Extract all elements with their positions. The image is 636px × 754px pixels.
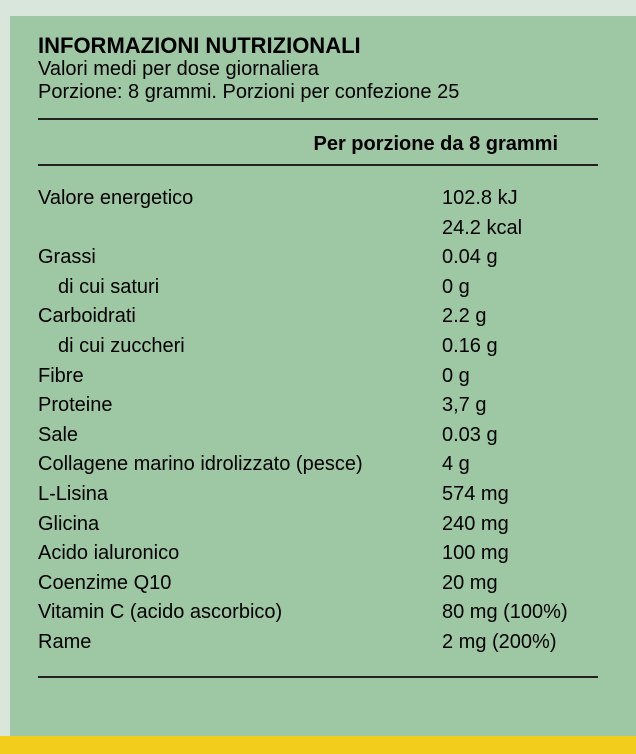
- nutrient-value: 20 mg: [442, 571, 498, 594]
- nutrient-label: [38, 214, 442, 244]
- bottom-divider: [38, 676, 598, 678]
- table-row: [38, 243, 600, 273]
- nutrient-value: 24.2 kcal: [442, 216, 523, 239]
- nutrient-label: Fibre: [38, 364, 84, 387]
- nutrient-value: 0 g: [442, 364, 470, 387]
- table-row: [38, 628, 600, 658]
- table-row: [38, 510, 600, 540]
- table-row: [38, 332, 600, 362]
- table-row: [38, 598, 600, 628]
- table-row: [38, 450, 600, 480]
- table-row: [38, 214, 600, 244]
- nutrient-value: 80 mg (100%): [442, 601, 568, 624]
- nutrient-label: L-Lisina: [38, 482, 109, 505]
- nutrition-content: [38, 34, 600, 678]
- nutrient-sublabel: di cui saturi: [58, 275, 160, 298]
- nutrient-value: 0.16 g: [442, 334, 498, 357]
- label-subtitle: Valori medi per dose giornaliera: [38, 58, 319, 80]
- nutrient-label: Acido ialuronico: [38, 542, 180, 565]
- label-title: INFORMAZIONI NUTRIZIONALI: [38, 33, 361, 58]
- nutrient-label: Vitamin C (acido ascorbico): [38, 601, 283, 624]
- nutrient-label: Glicina: [38, 512, 100, 535]
- nutrient-value: 0.03 g: [442, 423, 498, 446]
- table-row: [38, 539, 600, 569]
- nutrient-label: Collagene marino idrolizzato (pesce): [38, 453, 363, 476]
- nutrient-value: 3,7 g: [442, 394, 487, 417]
- nutrient-label: Proteine: [38, 394, 113, 417]
- nutrient-table: [38, 166, 600, 658]
- nutrient-label: Valore energetico: [38, 187, 194, 209]
- nutrient-value: 2.2 g: [442, 305, 487, 328]
- nutrient-value: 574 mg: [442, 482, 509, 505]
- nutrient-label: Rame: [38, 630, 92, 653]
- table-row: [38, 362, 600, 392]
- table-row: [38, 421, 600, 451]
- table-row: [38, 184, 600, 214]
- nutrient-label: Sale: [38, 423, 79, 446]
- table-row: [38, 569, 600, 599]
- nutrient-value: 0 g: [442, 275, 470, 298]
- nutrient-value: 0.04 g: [442, 246, 498, 269]
- table-row: [38, 391, 600, 421]
- nutrient-value: 240 mg: [442, 512, 509, 535]
- column-header: Per porzione da 8 grammi: [313, 133, 558, 155]
- table-row: [38, 480, 600, 510]
- table-row: [38, 273, 600, 303]
- nutrient-value: 2 mg (200%): [442, 630, 557, 653]
- accent-bar: [0, 736, 636, 754]
- nutrient-value: 102.8 kJ: [442, 187, 518, 209]
- nutrient-label: Grassi: [38, 246, 96, 269]
- nutrient-value: 4 g: [442, 453, 470, 476]
- nutrient-label: Coenzime Q10: [38, 571, 172, 594]
- table-row: [38, 302, 600, 332]
- nutrient-label: Carboidrati: [38, 305, 136, 328]
- nutrient-sublabel: di cui zuccheri: [58, 334, 185, 357]
- nutrient-value: 100 mg: [442, 542, 509, 565]
- serving-info: Porzione: 8 grammi. Porzioni per confezione 25: [38, 81, 460, 103]
